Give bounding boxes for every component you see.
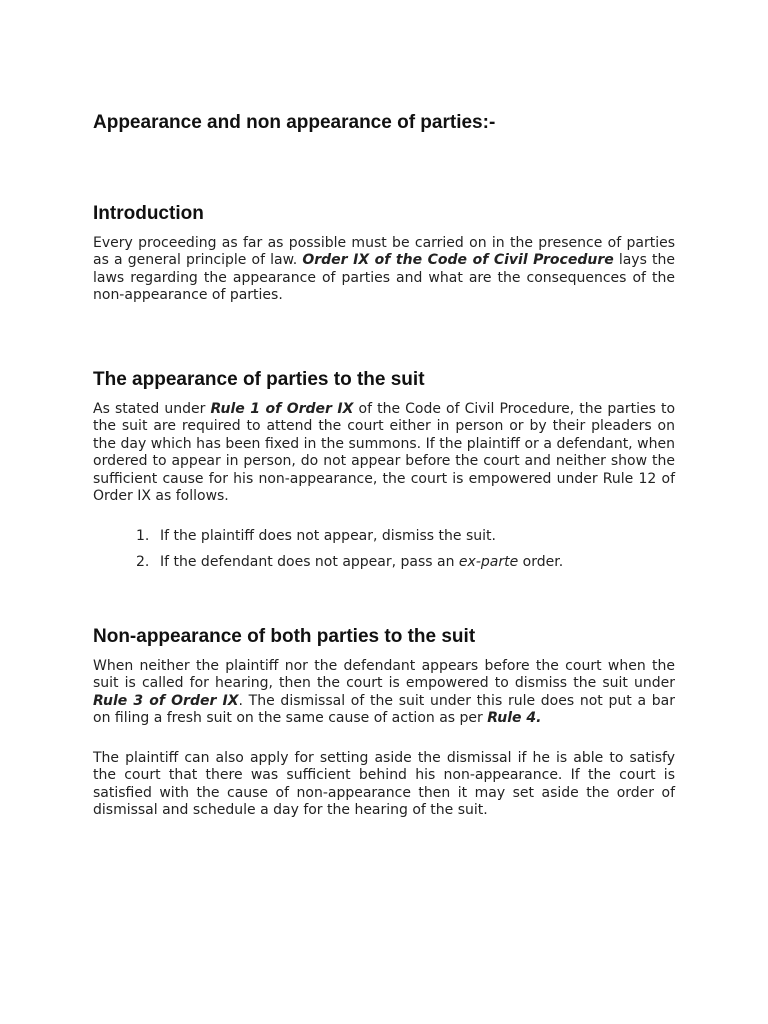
- emphasis-ex-parte: ex-parte: [458, 554, 519, 570]
- emphasis-order-ix: Order IX of the Code of Civil Procedure: [302, 252, 614, 269]
- emphasis-rule-3: Rule 3 of Order IX: [93, 692, 239, 709]
- emphasis-rule-1: Rule 1 of Order IX: [210, 401, 354, 417]
- document-title: Appearance and non appearance of parties:-: [93, 112, 496, 133]
- list-text: If the plaintiff does not appear, dismiss the suit.: [160, 528, 496, 544]
- paragraph-non-appearance-1: [93, 658, 675, 728]
- list-number: 1.: [136, 528, 150, 544]
- list-item: [136, 554, 563, 580]
- ordered-list: [136, 528, 563, 580]
- list-text: order.: [518, 554, 564, 570]
- text-run: . The dismissal of the suit under this rule does not put a bar on filing a fresh suit on the same cause of action as per: [93, 692, 675, 727]
- heading-appearance: The appearance of parties to the suit: [93, 369, 425, 390]
- text-run: Every proceeding as far as possible must be carried on in the presence of parties as a general principle of law.: [93, 235, 675, 269]
- text-run: When neither the plaintiff nor the defendant appears before the court when the suit is called for hearing, then the court is empowered to dismiss the suit under: [93, 658, 675, 692]
- list-item: [136, 528, 563, 554]
- emphasis-rule-4: Rule 4.: [487, 710, 542, 727]
- list-text: If the defendant does not appear, pass an: [160, 554, 459, 570]
- heading-non-appearance: Non-appearance of both parties to the suit: [93, 626, 476, 647]
- text-run: lays the laws regarding the appearance of parties and what are the consequences of the non-appearance of parties.: [93, 252, 675, 304]
- paragraph-non-appearance-2: The plaintiff can also apply for setting aside the dismissal if he is able to satisfy the court that there was sufficient behind his non-appearance. If the court is satisfied with the cause of non-appearance then it may set aside the order of dismissal and schedule a day for the hearing of the suit.: [93, 750, 675, 819]
- heading-introduction: Introduction: [93, 203, 204, 224]
- paragraph-appearance: [93, 401, 675, 505]
- list-number: 2.: [136, 554, 150, 570]
- text-run: As stated under: [93, 401, 211, 417]
- text-run: of the Code of Civil Procedure, the parties to the suit are required to attend the court either in person or by their pleaders on the day which has been fixed in the summons. If the plaintiff or a defendant, when ordered to appear in person, do not appear before the court and neither show the sufficient cause for his non-appearance, the court is empowered under Rule 12 of Order IX as follows.: [93, 401, 676, 505]
- paragraph-introduction: [93, 235, 675, 305]
